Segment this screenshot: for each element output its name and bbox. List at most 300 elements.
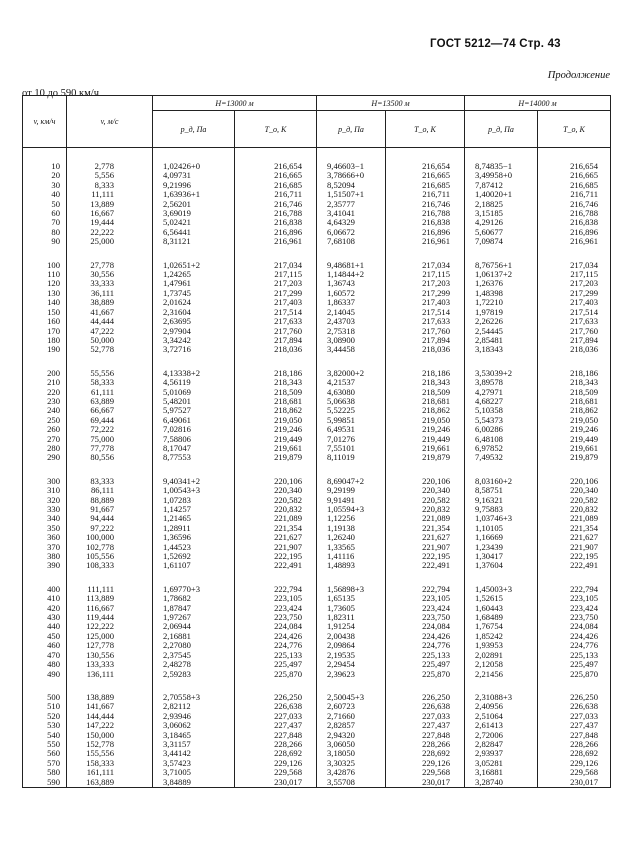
v-kmh-cell: 570: [47, 757, 60, 768]
temperature-cell: 224,084: [274, 621, 302, 632]
temperature-cell: 218,343: [570, 377, 598, 388]
pressure-cell: 5,06638: [327, 395, 355, 406]
temperature-cell: 221,089: [422, 513, 450, 524]
temperature-cell: 216,654: [274, 161, 302, 171]
temperature-cell: 219,050: [570, 414, 598, 425]
v-ms-cell: 36,111: [91, 287, 114, 298]
pressure-cell: 2,50045+3: [327, 691, 365, 702]
temperature-cell: 227,848: [422, 729, 450, 740]
v-ms-cell: 5,556: [94, 170, 114, 181]
v-kmh-cell: 160: [47, 316, 60, 327]
temperature-cell: 217,115: [570, 269, 598, 280]
v-ms-cell: 108,333: [86, 560, 114, 571]
pressure-cell: 1,30417: [475, 551, 503, 562]
temperature-cell: 220,582: [274, 494, 302, 505]
pressure-cell: 9,29199: [327, 485, 355, 496]
temperature-cell: 228,266: [274, 738, 302, 749]
temperature-cell: 223,424: [274, 602, 302, 613]
pressure-cell: 9,40341+2: [163, 475, 201, 486]
temperature-cell: 225,133: [570, 649, 598, 660]
pressure-cell: 4,56119: [163, 377, 191, 388]
temperature-cell: 219,879: [422, 452, 450, 463]
v-kmh-cell: 520: [47, 710, 60, 721]
pressure-cell: 2,21456: [475, 668, 503, 679]
temperature-cell: 220,832: [274, 504, 302, 514]
v-kmh-cell: 60: [51, 208, 60, 219]
temperature-cell: 227,848: [570, 729, 598, 740]
pressure-cell: 3,78666+0: [327, 170, 365, 181]
v-ms-cell: 111,111: [87, 583, 114, 594]
temperature-cell: 226,638: [274, 701, 302, 712]
pressure-cell: 5,60677: [475, 226, 503, 237]
temperature-cell: 221,089: [274, 513, 302, 524]
temperature-cell: 222,491: [422, 560, 450, 571]
block-spacer: [23, 148, 611, 163]
pressure-cell: 3,30325: [327, 757, 355, 768]
temperature-cell: 222,794: [422, 583, 450, 594]
pressure-cell: 6,49061: [163, 414, 191, 425]
v-kmh-cell: 320: [47, 494, 60, 505]
pressure-cell: 1,06137+2: [475, 269, 513, 280]
pressure-cell: 3,18465: [163, 729, 191, 740]
temperature-cell: 223,105: [274, 593, 302, 604]
v-ms-cell: 86,111: [91, 485, 114, 496]
v-ms-cell: 88,889: [90, 494, 114, 505]
temperature-cell: 219,449: [274, 433, 302, 444]
temperature-cell: 218,509: [422, 386, 450, 397]
temperature-cell: 221,354: [422, 522, 450, 533]
v-ms-cell: 75,000: [90, 433, 114, 444]
v-ms-cell: 144,444: [86, 710, 114, 721]
pressure-cell: 5,97527: [163, 405, 191, 416]
temperature-cell: 229,568: [422, 767, 450, 778]
temperature-cell: 218,186: [422, 367, 450, 378]
v-ms-cell: 61,111: [91, 386, 114, 397]
pressure-cell: 2,14045: [327, 306, 355, 317]
temperature-cell: 228,266: [570, 738, 598, 749]
v-kmh-cell: 590: [47, 776, 60, 787]
table-row: [23, 561, 611, 570]
temperature-cell: 216,665: [570, 170, 598, 181]
temperature-cell: 221,907: [274, 541, 302, 552]
v-ms-cell: 91,667: [90, 504, 114, 514]
pressure-cell: 1,56898+3: [327, 583, 365, 594]
pressure-cell: 1,14844+2: [327, 269, 365, 280]
temperature-cell: 216,838: [274, 217, 302, 228]
pressure-cell: 2,93946: [163, 710, 191, 721]
v-kmh-cell: 540: [47, 729, 60, 740]
pressure-cell: 2,31604: [163, 306, 191, 317]
temperature-cell: 217,760: [570, 325, 598, 336]
temperature-cell: 216,961: [422, 236, 450, 247]
temperature-cell: 221,627: [422, 532, 450, 543]
temperature-cell: 220,582: [570, 494, 598, 505]
pressure-cell: 2,29454: [327, 659, 355, 670]
temperature-cell: 219,050: [274, 414, 302, 425]
temperature-cell: 218,681: [570, 395, 598, 406]
temperature-cell: 228,692: [274, 748, 302, 759]
v-kmh-cell: 170: [47, 325, 60, 336]
block-spacer: [23, 355, 611, 369]
temperature-cell: 221,354: [570, 522, 598, 533]
col-header-v-kmh: v, км/ч: [23, 96, 67, 148]
pressure-cell: 2,56201: [163, 198, 191, 209]
temperature-cell: 222,794: [570, 583, 598, 594]
pressure-cell: 4,63080: [327, 386, 355, 397]
pressure-cell: 3,44142: [163, 748, 191, 759]
temperature-cell: 219,246: [570, 424, 598, 435]
col-header-pressure: p_д, Па: [153, 111, 235, 148]
temperature-cell: 217,034: [570, 259, 598, 270]
pressure-cell: 2,71660: [327, 710, 355, 721]
v-ms-cell: 113,889: [86, 593, 114, 604]
temperature-cell: 216,896: [422, 226, 450, 237]
temperature-cell: 221,627: [274, 532, 302, 543]
col-header-temperature: T_о, К: [386, 111, 465, 148]
pressure-cell: 6,97852: [475, 442, 503, 453]
temperature-cell: 227,437: [274, 720, 302, 731]
v-kmh-cell: 50: [51, 198, 60, 209]
pressure-cell: 1,52692: [163, 551, 191, 562]
pressure-cell: 2,59283: [163, 668, 191, 679]
pressure-cell: 7,68108: [327, 236, 355, 247]
v-kmh-cell: 450: [47, 630, 60, 641]
v-ms-cell: 80,556: [90, 452, 114, 463]
table-row: [23, 237, 611, 246]
temperature-cell: 223,750: [422, 612, 450, 623]
pressure-cell: 1,00543+3: [163, 485, 201, 496]
pressure-cell: 6,49531: [327, 424, 355, 435]
pressure-cell: 1,16669: [475, 532, 503, 543]
temperature-cell: 216,746: [274, 198, 302, 209]
v-ms-cell: 136,111: [86, 668, 114, 679]
v-ms-cell: 30,556: [90, 269, 114, 280]
temperature-cell: 229,126: [570, 757, 598, 768]
temperature-cell: 221,627: [570, 532, 598, 543]
temperature-cell: 226,250: [422, 691, 450, 702]
temperature-cell: 219,879: [570, 452, 598, 463]
temperature-cell: 217,115: [422, 269, 450, 280]
pressure-cell: 3,08900: [327, 334, 355, 345]
temperature-cell: 225,133: [274, 649, 302, 660]
pressure-cell: 2,18825: [475, 198, 503, 209]
v-ms-cell: 105,556: [86, 551, 114, 562]
pressure-cell: 4,27971: [475, 386, 503, 397]
pressure-cell: 4,13338+2: [163, 367, 201, 378]
pressure-cell: 2,61413: [475, 720, 503, 731]
block-spacer: [23, 463, 611, 477]
v-ms-cell: 161,111: [86, 767, 114, 778]
temperature-cell: 217,514: [422, 306, 450, 317]
block-spacer: [23, 247, 611, 261]
v-kmh-cell: 480: [47, 659, 60, 670]
temperature-cell: 222,195: [570, 551, 598, 562]
pressure-cell: 3,15185: [475, 208, 503, 219]
pressure-cell: 1,91254: [327, 621, 355, 632]
pressure-cell: 3,89578: [475, 377, 503, 388]
v-ms-cell: 33,333: [90, 278, 114, 289]
pressure-cell: 2,60723: [327, 701, 355, 712]
v-kmh-cell: 440: [47, 621, 60, 632]
pressure-cell: 1,21465: [163, 513, 191, 524]
temperature-cell: 223,750: [570, 612, 598, 623]
temperature-cell: 229,568: [274, 767, 302, 778]
v-kmh-cell: 150: [47, 306, 60, 317]
temperature-cell: 218,036: [274, 344, 302, 355]
v-ms-cell: 13,889: [90, 198, 114, 209]
pressure-cell: 1,61107: [163, 560, 191, 571]
v-kmh-cell: 380: [47, 551, 60, 562]
v-kmh-cell: 220: [47, 386, 60, 397]
pressure-cell: 3,57423: [163, 757, 191, 768]
temperature-cell: 219,661: [422, 442, 450, 453]
pressure-cell: 2,43703: [327, 316, 355, 327]
temperature-cell: 223,424: [570, 602, 598, 613]
pressure-cell: 8,77553: [163, 452, 191, 463]
v-ms-cell: 163,889: [86, 776, 114, 787]
v-ms-cell: 94,444: [90, 513, 114, 524]
pressure-cell: 7,87412: [475, 179, 503, 190]
v-ms-cell: 130,556: [86, 649, 114, 660]
v-ms-cell: 150,000: [86, 729, 114, 740]
pressure-cell: 2,01624: [163, 297, 191, 308]
table-row: [23, 778, 611, 788]
v-kmh-cell: 300: [47, 475, 60, 486]
v-kmh-cell: 190: [47, 344, 60, 355]
temperature-cell: 225,870: [570, 668, 598, 679]
pressure-cell: 1,12256: [327, 513, 355, 524]
pressure-cell: 3,53039+2: [475, 367, 513, 378]
temperature-cell: 217,203: [422, 278, 450, 289]
pressure-cell: 1,05594+3: [327, 504, 365, 514]
v-kmh-cell: 10: [51, 161, 60, 171]
v-ms-cell: 50,000: [90, 334, 114, 345]
pressure-cell: 2,51064: [475, 710, 503, 721]
pressure-cell: 1,33565: [327, 541, 355, 552]
v-ms-cell: 19,444: [90, 217, 114, 228]
v-kmh-cell: 130: [47, 287, 60, 298]
temperature-cell: 218,036: [422, 344, 450, 355]
temperature-cell: 224,084: [570, 621, 598, 632]
v-ms-cell: 125,000: [86, 630, 114, 641]
pressure-cell: 2,37545: [163, 649, 191, 660]
col-header-pressure: p_д, Па: [465, 111, 538, 148]
v-kmh-cell: 400: [47, 583, 60, 594]
temperature-cell: 216,711: [274, 189, 302, 200]
temperature-cell: 217,514: [274, 306, 302, 317]
pressure-cell: 1,87847: [163, 602, 191, 613]
temperature-cell: 217,760: [274, 325, 302, 336]
temperature-cell: 217,203: [570, 278, 598, 289]
v-ms-cell: 133,333: [86, 659, 114, 670]
v-kmh-cell: 250: [47, 414, 60, 425]
pressure-cell: 2,93937: [475, 748, 503, 759]
temperature-cell: 217,299: [274, 287, 302, 298]
v-ms-cell: 69,444: [90, 414, 114, 425]
temperature-cell: 216,685: [570, 179, 598, 190]
col-header-pressure: p_д, Па: [317, 111, 386, 148]
pressure-cell: 2,39623: [327, 668, 355, 679]
temperature-cell: 220,106: [570, 475, 598, 486]
pressure-cell: 2,75318: [327, 325, 355, 336]
pressure-cell: 1,48398: [475, 287, 503, 298]
temperature-cell: 216,665: [274, 170, 302, 181]
v-kmh-cell: 370: [47, 541, 60, 552]
temperature-cell: 218,186: [274, 367, 302, 378]
v-ms-cell: 83,333: [90, 475, 114, 486]
pressure-cell: 1,76754: [475, 621, 503, 632]
pressure-cell: 1,26240: [327, 532, 355, 543]
temperature-cell: 227,033: [422, 710, 450, 721]
v-kmh-cell: 240: [47, 405, 60, 416]
pressure-cell: 1,19138: [327, 522, 355, 533]
pressure-cell: 1,02426+0: [163, 161, 201, 171]
pressure-cell: 1,40020+1: [475, 189, 513, 200]
v-ms-cell: 155,556: [86, 748, 114, 759]
temperature-cell: 216,896: [274, 226, 302, 237]
pressure-cell: 8,17047: [163, 442, 191, 453]
temperature-cell: 222,794: [274, 583, 302, 594]
pressure-cell: 8,52094: [327, 179, 355, 190]
v-kmh-cell: 530: [47, 720, 60, 731]
block-spacer: [23, 571, 611, 585]
pressure-cell: 3,06062: [163, 720, 191, 731]
v-kmh-cell: 210: [47, 377, 60, 388]
temperature-cell: 218,862: [422, 405, 450, 416]
temperature-cell: 218,186: [570, 367, 598, 378]
pressure-cell: 7,58806: [163, 433, 191, 444]
pressure-cell: 1,82311: [327, 612, 355, 623]
temperature-cell: 218,036: [570, 344, 598, 355]
v-kmh-cell: 310: [47, 485, 60, 496]
temperature-cell: 216,746: [570, 198, 598, 209]
temperature-cell: 222,491: [570, 560, 598, 571]
col-header-temperature: T_о, К: [538, 111, 611, 148]
pressure-cell: 5,99851: [327, 414, 355, 425]
temperature-cell: 216,711: [570, 189, 598, 200]
table-body: [23, 148, 611, 788]
pressure-cell: 2,40956: [475, 701, 503, 712]
temperature-cell: 224,084: [422, 621, 450, 632]
temperature-cell: 225,870: [422, 668, 450, 679]
temperature-cell: 217,115: [274, 269, 302, 280]
v-ms-cell: 41,667: [90, 306, 114, 317]
temperature-cell: 224,776: [570, 640, 598, 651]
temperature-cell: 219,661: [570, 442, 598, 453]
v-ms-cell: 77,778: [90, 442, 114, 453]
temperature-cell: 221,089: [570, 513, 598, 524]
v-kmh-cell: 510: [47, 701, 60, 712]
pressure-cell: 1,02651+2: [163, 259, 201, 270]
temperature-cell: 223,105: [570, 593, 598, 604]
v-ms-cell: 141,667: [86, 701, 114, 712]
v-kmh-cell: 180: [47, 334, 60, 345]
temperature-cell: 218,862: [570, 405, 598, 416]
v-kmh-cell: 430: [47, 612, 60, 623]
temperature-cell: 217,403: [422, 297, 450, 308]
pressure-cell: 1,26376: [475, 278, 503, 289]
pressure-cell: 9,48681+1: [327, 259, 365, 270]
pressure-cell: 1,07283: [163, 494, 191, 505]
pressure-cell: 3,42876: [327, 767, 355, 778]
temperature-cell: 216,685: [274, 179, 302, 190]
pressure-cell: 1,73745: [163, 287, 191, 298]
v-ms-cell: 25,000: [90, 236, 114, 247]
pressure-cell: 3,69019: [163, 208, 191, 219]
temperature-cell: 219,246: [422, 424, 450, 435]
v-kmh-cell: 200: [47, 367, 60, 378]
pressure-cell: 3,49958+0: [475, 170, 513, 181]
pressure-cell: 1,03746+3: [475, 513, 513, 524]
pressure-cell: 4,21537: [327, 377, 355, 388]
v-ms-cell: 47,222: [90, 325, 114, 336]
pressure-cell: 7,02816: [163, 424, 191, 435]
temperature-cell: 230,017: [570, 776, 598, 787]
pressure-cell: 3,41041: [327, 208, 355, 219]
v-kmh-cell: 260: [47, 424, 60, 435]
pressure-cell: 1,48893: [327, 560, 355, 571]
temperature-cell: 217,633: [570, 316, 598, 327]
temperature-cell: 221,354: [274, 522, 302, 533]
temperature-cell: 225,870: [274, 668, 302, 679]
temperature-cell: 219,661: [274, 442, 302, 453]
temperature-cell: 220,832: [570, 504, 598, 514]
temperature-cell: 227,033: [274, 710, 302, 721]
pressure-cell: 1,72210: [475, 297, 503, 308]
temperature-cell: 228,692: [570, 748, 598, 759]
pressure-cell: 5,48201: [163, 395, 191, 406]
pressure-cell: 2,94320: [327, 729, 355, 740]
v-kmh-cell: 280: [47, 442, 60, 453]
temperature-cell: 218,681: [422, 395, 450, 406]
v-kmh-cell: 70: [51, 217, 60, 228]
temperature-cell: 218,862: [274, 405, 302, 416]
pressure-cell: 1,85242: [475, 630, 503, 641]
pressure-cell: 1,23439: [475, 541, 503, 552]
group-header-13000: H=13000 м: [153, 96, 317, 111]
v-kmh-cell: 470: [47, 649, 60, 660]
pressure-cell: 8,03160+2: [475, 475, 513, 486]
temperature-cell: 227,437: [570, 720, 598, 731]
pressure-cell: 9,16321: [475, 494, 503, 505]
pressure-cell: 4,68227: [475, 395, 503, 406]
v-ms-cell: 44,444: [90, 316, 114, 327]
temperature-cell: 216,654: [422, 161, 450, 171]
temperature-cell: 224,426: [274, 630, 302, 641]
temperature-cell: 218,343: [274, 377, 302, 388]
pressure-cell: 1,73605: [327, 602, 355, 613]
pressure-cell: 1,51507+1: [327, 189, 365, 200]
v-ms-cell: 55,556: [90, 367, 114, 378]
temperature-cell: 225,133: [422, 649, 450, 660]
temperature-cell: 220,340: [570, 485, 598, 496]
pressure-cell: 2,85481: [475, 334, 503, 345]
temperature-cell: 218,343: [422, 377, 450, 388]
pressure-cell: 3,55708: [327, 776, 355, 787]
v-kmh-cell: 80: [51, 226, 60, 237]
temperature-cell: 217,034: [274, 259, 302, 270]
v-ms-cell: 102,778: [86, 541, 114, 552]
pressure-cell: 2,82112: [163, 701, 191, 712]
temperature-cell: 224,776: [274, 640, 302, 651]
pressure-cell: 9,46603−1: [327, 161, 365, 171]
pressure-cell: 1,44523: [163, 541, 191, 552]
pressure-cell: 4,09731: [163, 170, 191, 181]
pressure-cell: 8,74835−1: [475, 161, 513, 171]
v-kmh-cell: 390: [47, 560, 60, 571]
v-ms-cell: 27,778: [90, 259, 114, 270]
pressure-cell: 2,06944: [163, 621, 191, 632]
